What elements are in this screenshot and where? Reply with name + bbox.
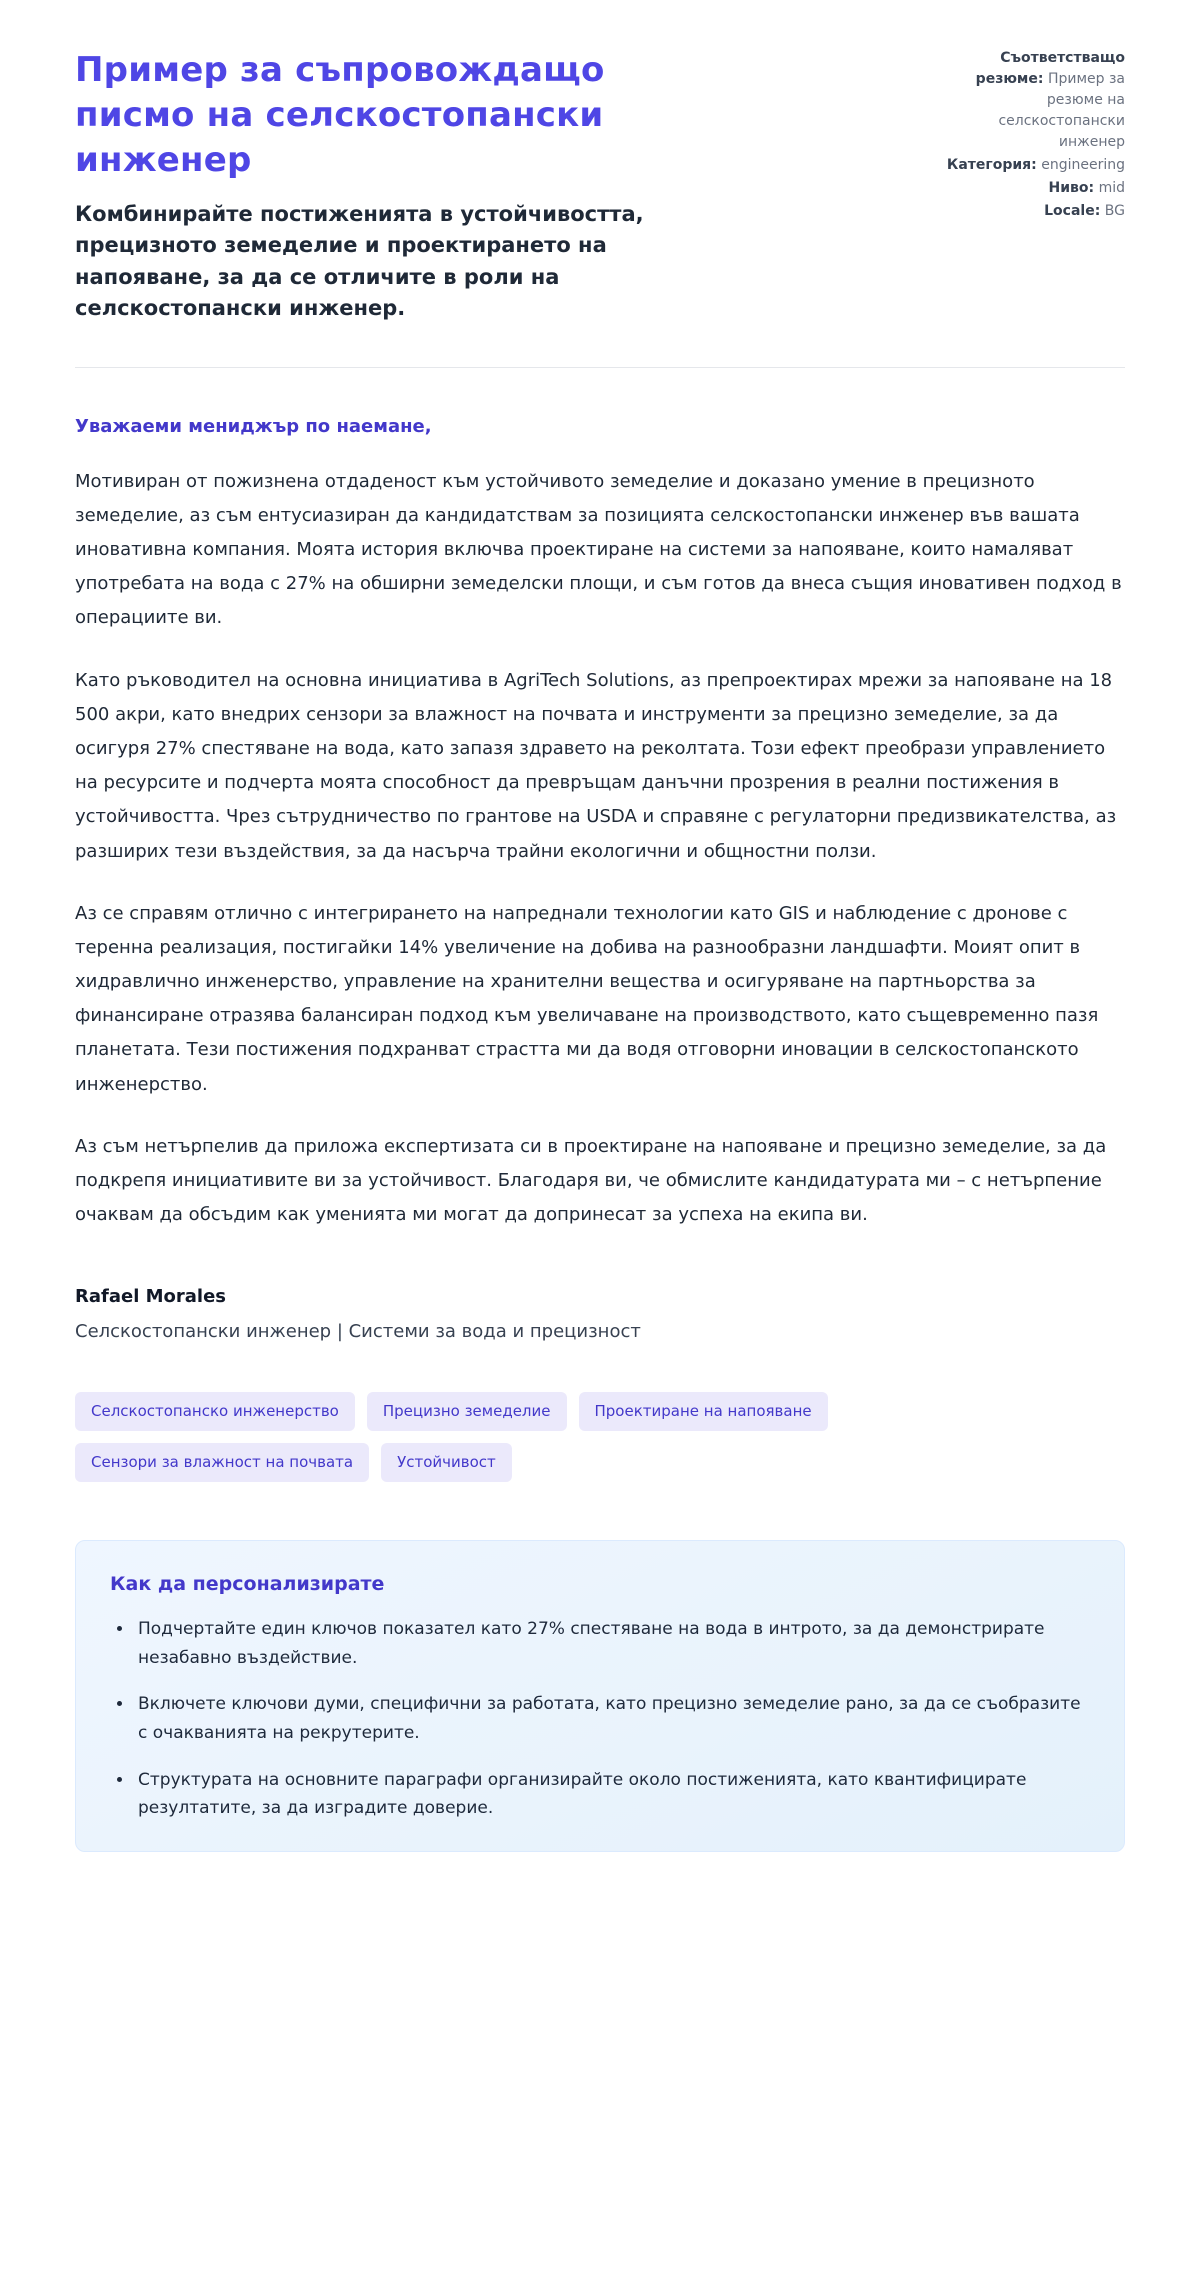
meta-category-label: Категория: xyxy=(946,157,1037,173)
page-title: Пример за съпровождащо писмо на селскостопански инженер xyxy=(75,50,605,180)
meta-resume xyxy=(935,48,1125,153)
meta-locale xyxy=(935,201,1125,222)
letter-paragraph-4: Аз съм нетърпелив да приложа експертизата си в проектиране на напояване и прецизно земеделие, за да подкрепя инициативите ви за устойчивост. Благодаря ви, че обмислите кандидатурата ми – с нетърпение очаквам да обсъдим как уменията ми могат да допринесат за успеха на екипа ви. xyxy=(75,1135,1107,1226)
tag-agricultural-engineering: Селскостопанско инженерство xyxy=(75,1392,355,1431)
header-left xyxy=(75,48,725,325)
meta-resume-value: Пример за резюме на селскостопански инженер xyxy=(998,71,1125,150)
salutation: Уважаеми мениджър по наемане, xyxy=(75,415,432,437)
personalize-bullet-2: • Включете ключови думи, специфични за работата, като прецизно земеделие рано, за да се съобразите с очакванията на рекрутерите. xyxy=(134,1690,1090,1747)
signature-name: Rafael Morales xyxy=(75,1286,227,1308)
header xyxy=(75,48,1125,325)
divider xyxy=(75,367,1125,368)
meta-locale-value: BG xyxy=(1104,203,1125,219)
signature-role: Селскостопански инженер | Системи за вода и прецизност xyxy=(75,1321,641,1343)
meta-category-value: engineering xyxy=(1041,157,1125,173)
signature xyxy=(75,1286,1125,1342)
personalize-bullet-3: • Структурата на основните параграфи организирайте около постиженията, като квантифицирате резултатите, за да изградите доверие. xyxy=(134,1766,1090,1823)
letter-paragraph-2: Като ръководител на основна инициатива в AgriTech Solutions, аз препроектирах мрежи за напояване на 18 500 акри, като внедрих сензори за влажност на почвата и инструменти за прецизно земеделие, за да осигуря 27% спестяване на вода, като запазя здравето на реколтата. Този ефект преобрази управлението на ресурсите и подчерта моята способност да превръщам данъчни прозрения в реални постижения в устойчивостта. Чрез сътрудничество по грантове на USDA и справяне с регулаторни предизвикателства, аз разширих тези въздействия, за да насърча трайни екологични и общностни ползи. xyxy=(75,669,1117,862)
tag-irrigation-design: Проектиране на напояване xyxy=(579,1392,828,1431)
tag-list xyxy=(75,1392,895,1482)
meta-resume-label: Съответстващо резюме: xyxy=(975,50,1125,87)
personalize-list xyxy=(110,1615,1090,1822)
personalize-title: Как да персонализирате xyxy=(110,1573,385,1596)
personalize-box xyxy=(75,1540,1125,1851)
meta-level-value: mid xyxy=(1098,180,1125,196)
personalize-bullet-1: • Подчертайте един ключов показател като 27% спестяване на вода в интрото, за да демонстрирате незабавно въздействие. xyxy=(134,1615,1090,1672)
tag-soil-moisture-sensors: Сензори за влажност на почвата xyxy=(75,1443,369,1482)
header-meta xyxy=(935,48,1125,224)
page-subtitle: Комбинирайте постиженията в устойчивостта, прецизното земеделие и проектирането на напояване, за да се отличите в роли на селскостопански инженер. xyxy=(75,201,644,321)
content-container xyxy=(75,0,1125,1880)
letter-paragraph-1: Мотивиран от пожизнена отдаденост към устойчивото земеделие и доказано умение в прецизното земеделие, аз съм ентусиазиран да кандидатствам за позицията селскостопански инженер във вашата иновативна компания. Моята история включва проектиране на системи за напояване, които намаляват употребата на вода с 27% на обширни земеделски площи, и съм готов да внеса същия иновативен подход в операциите ви. xyxy=(75,470,1122,629)
meta-level xyxy=(935,178,1125,199)
letter-body xyxy=(75,416,1125,1233)
meta-locale-label: Locale: xyxy=(1044,203,1101,219)
tag-sustainability: Устойчивост xyxy=(381,1443,512,1482)
tag-precision-agriculture: Прецизно земеделие xyxy=(367,1392,567,1431)
letter-paragraph-3: Аз се справям отлично с интегрирането на напреднали технологии като GIS и наблюдение с дронове с теренна реализация, постигайки 14% увеличение на добива на разнообразни ландшафти. Моият опит в хидравлично инженерство, управление на хранителни вещества и осигуряване на партньорства за финансиране отразява балансиран подход към увеличаване на производството, като същевременно пазя планетата. Тези постижения подхранват страстта ми да водя отговорни иновации в селскостопанското инженерство. xyxy=(75,902,1099,1095)
meta-category xyxy=(935,155,1125,176)
meta-level-label: Ниво: xyxy=(1048,180,1095,196)
